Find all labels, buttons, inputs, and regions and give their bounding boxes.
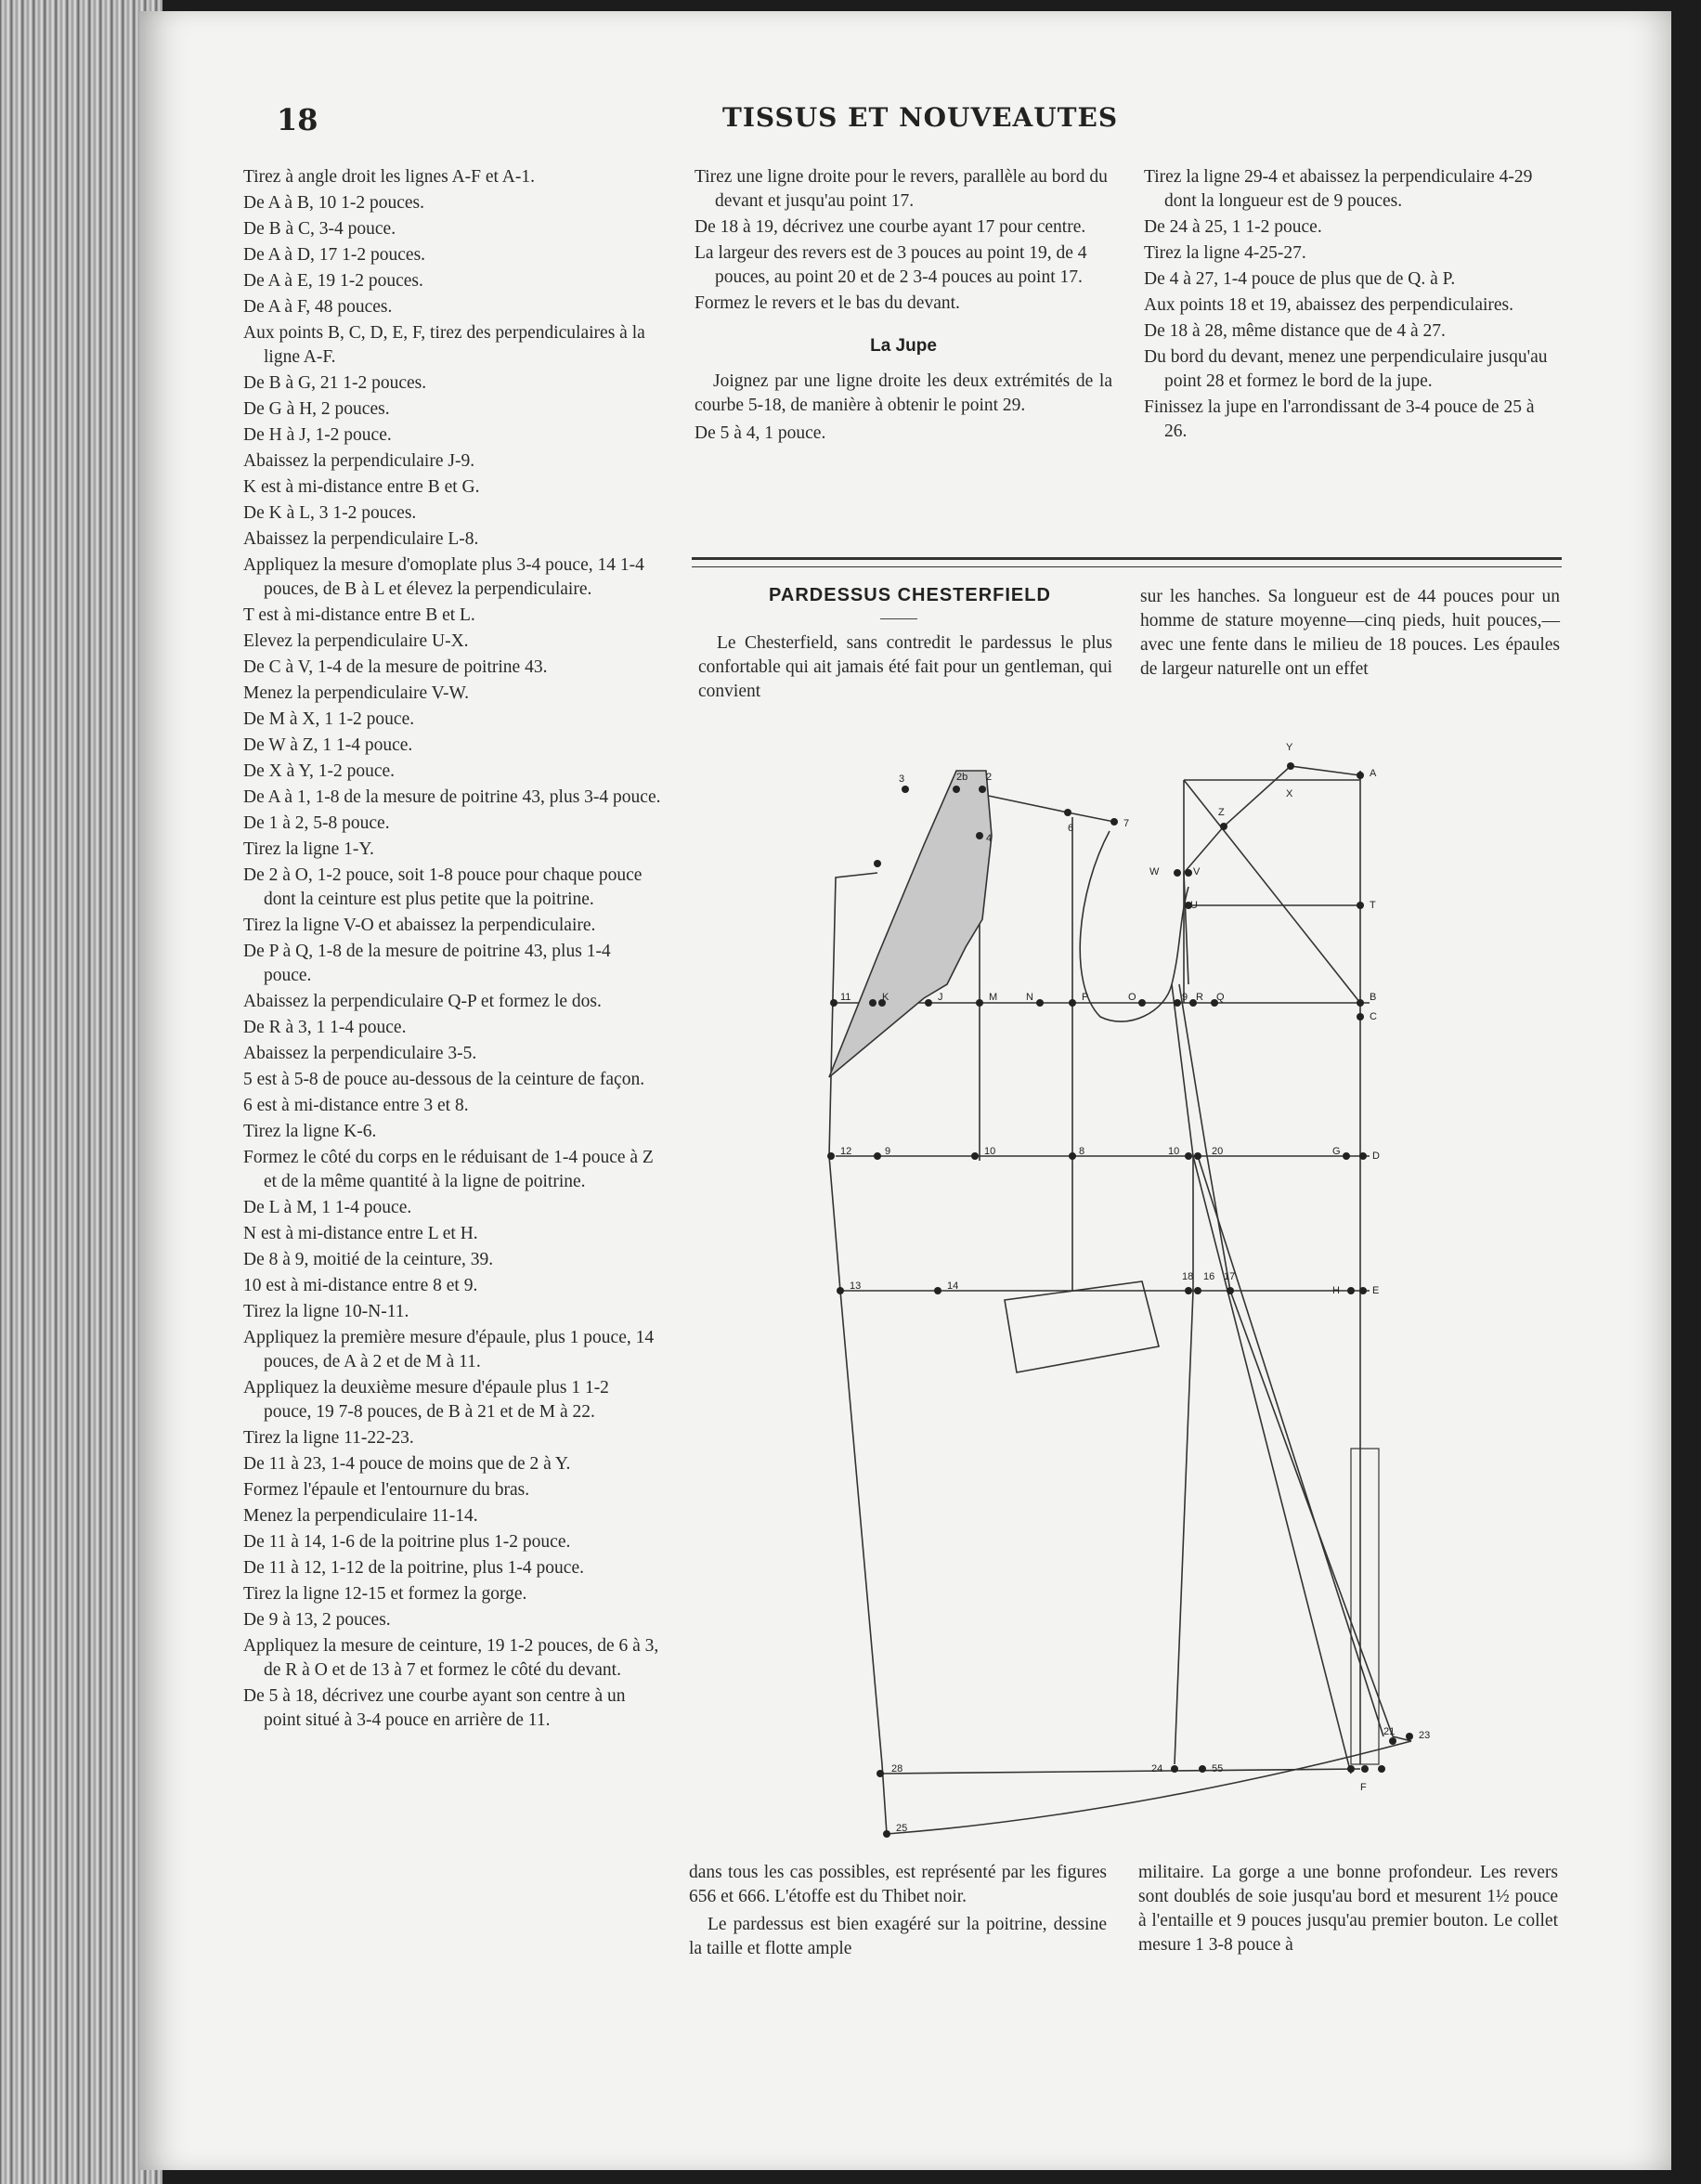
instruction-line: Tirez la ligne 29-4 et abaissez la perpendiculaire 4-29 dont la longueur est de 9 pouces. [1144,167,1533,211]
side-seam [1172,984,1193,1764]
instruction-line: De 18 à 19, décrivez une courbe ayant 17 pour centre. [695,217,1086,237]
instruction-line: Tirez la ligne 12-15 et formez la gorge. [243,1584,527,1604]
running-header: TISSUS ET NOUVEAUTES [722,102,1119,133]
instruction-line: Tirez la ligne 10-N-11. [243,1302,409,1321]
jupe-paragraph: Joignez par une ligne droite les deux extrémités de la courbe 5-18, de manière à obtenir le point 29. [695,371,1112,415]
svg-text:N: N [1026,992,1033,1003]
svg-text:K: K [882,992,889,1003]
instruction-line: De 8 à 9, moitié de la ceinture, 39. [243,1250,494,1269]
instruction-line: De L à M, 1 1-4 pouce. [243,1198,412,1217]
instruction-line: Tirez la ligne V-O et abaissez la perpendiculaire. [243,916,596,935]
instruction-line: Aux points B, C, D, E, F, tirez des perpendiculaires à la ligne A-F. [243,323,645,367]
instruction-line: De P à Q, 1-8 de la mesure de poitrine 43, plus 1-4 pouce. [243,942,611,985]
instruction-line: Tirez la ligne 1-Y. [243,839,374,859]
svg-text:18: 18 [1182,1271,1194,1282]
instruction-line: De 5 à 18, décrivez une courbe ayant son centre à un point situé à 3-4 pouce en arrière de 11. [243,1686,626,1730]
lapel-shading [829,771,992,1077]
instruction-line: De 18 à 28, même distance que de 4 à 27. [1144,321,1446,341]
instruction-line: De C à V, 1-4 de la mesure de poitrine 43. [243,657,548,677]
svg-text:X: X [1286,788,1293,800]
svg-text:21: 21 [1383,1726,1396,1737]
svg-text:E: E [1372,1285,1380,1296]
instruction-line: Abaissez la perpendiculaire Q-P et formez le dos. [243,992,602,1011]
svg-text:28: 28 [891,1763,903,1774]
svg-text:Q: Q [1216,992,1225,1003]
instruction-line: Tirez une ligne droite pour le revers, parallèle au bord du devant et jusqu'au point 17. [695,167,1108,211]
instruction-line: De B à C, 3-4 pouce. [243,219,396,239]
instruction-line: Aux points 18 et 19, abaissez des perpendiculaires. [1144,295,1514,315]
body-paragraph: dans tous les cas possibles, est représenté par les figures 656 et 666. L'étoffe est du Thibet noir. [689,1863,1107,1906]
instruction-line: De 9 à 13, 2 pouces. [243,1610,391,1630]
svg-text:3: 3 [899,774,905,785]
svg-text:8: 8 [1079,1146,1085,1157]
svg-text:16: 16 [1203,1271,1215,1282]
bottom-column-left [689,1861,1107,1965]
section-heading: PARDESSUS CHESTERFIELD [769,585,1051,605]
instruction-line: De 4 à 27, 1-4 pouce de plus que de Q. à P. [1144,269,1456,289]
svg-text:17: 17 [1224,1271,1236,1282]
svg-text:11: 11 [840,992,851,1003]
diagonal-line [1184,780,1360,1003]
instruction-line: De H à J, 1-2 pouce. [243,425,392,445]
instruction-line: Tirez la ligne 11-22-23. [243,1428,414,1448]
svg-text:P: P [1082,992,1089,1003]
instruction-line: De A à 1, 1-8 de la mesure de poitrine 43, plus 3-4 pouce. [243,787,661,807]
instruction-line: Formez l'épaule et l'entournure du bras. [243,1480,530,1500]
body-paragraph: sur les hanches. Sa longueur est de 44 pouces pour un homme de stature moyenne—cinq pieds, huit pouces,—avec une fente dans le milieu de 18 pouces. Les épaules de largeur naturelle ont un effet [1140,587,1560,679]
svg-text:U: U [1190,900,1198,911]
instruction-line: Menez la perpendiculaire 11-14. [243,1506,478,1526]
bottom-column-right [1138,1861,1558,1961]
instruction-line: De A à F, 48 pouces. [243,297,393,317]
vent-rect [1351,1449,1379,1764]
back-neck [1291,766,1360,775]
instruction-line: De 11 à 12, 1-12 de la poitrine, plus 1-4 pouce. [243,1558,584,1578]
instruction-line: Du bord du devant, menez une perpendiculaire jusqu'au point 28 et formez le bord de la jupe. [1144,347,1548,391]
svg-text:12: 12 [840,1146,852,1157]
svg-text:55: 55 [1212,1763,1224,1774]
instruction-line: De 11 à 14, 1-6 de la poitrine plus 1-2 pouce. [243,1532,571,1552]
svg-text:23: 23 [1419,1730,1431,1741]
svg-text:M: M [989,992,998,1003]
svg-text:2b: 2b [956,772,968,783]
instruction-line: De 11 à 23, 1-4 pouce de moins que de 2 à Y. [243,1454,571,1474]
svg-text:R: R [1196,992,1203,1003]
body-paragraph: militaire. La gorge a une bonne profondeur. Les revers sont doublés de soie jusqu'au bord et mesurent 1½ pouce à l'entaille et 9 pouces jusqu'au premier bouton. Le collet mesure 1 3-8 pouce à [1138,1863,1558,1955]
instruction-line: Abaissez la perpendiculaire L-8. [243,529,479,549]
skirt-line-2 [1193,1156,1351,1774]
instruction-line: Tirez à angle droit les lignes A-F et A-1. [243,167,535,187]
skirt-line [1198,1156,1383,1736]
instruction-line: De 1 à 2, 5-8 pouce. [243,813,390,833]
instruction-line: Abaissez la perpendiculaire J-9. [243,451,475,471]
svg-text:10: 10 [1168,1146,1180,1157]
instruction-line: K est à mi-distance entre B et G. [243,477,480,497]
instruction-line: 6 est à mi-distance entre 3 et 8. [243,1096,469,1115]
svg-text:25: 25 [896,1823,908,1834]
instruction-line: Appliquez la mesure de ceinture, 19 1-2 pouces, de 6 à 3, de R à O et de 13 à 7 et formez le côté du devant. [243,1636,659,1680]
instruction-line: De 2 à O, 1-2 pouce, soit 1-8 pouce pour chaque pouce dont la ceinture est plus petite que la poitrine. [243,865,643,909]
instruction-line: De A à B, 10 1-2 pouces. [243,193,424,213]
instruction-line: De A à E, 19 1-2 pouces. [243,271,423,291]
instruction-line: De 24 à 25, 1 1-2 pouce. [1144,217,1322,237]
svg-text:7: 7 [1123,818,1130,829]
instruction-line: 5 est à 5-8 de pouce au-dessous de la ceinture de façon. [243,1070,645,1089]
body-paragraph: Le Chesterfield, sans contredit le pardessus le plus confortable qui ait jamais été fait pour un gentleman, qui convient [698,633,1112,701]
instruction-line: De M à X, 1 1-2 pouce. [243,709,415,729]
svg-text:4: 4 [986,833,993,844]
svg-text:2: 2 [986,772,993,783]
svg-text:10: 10 [984,1146,996,1157]
instruction-line: Tirez la ligne K-6. [243,1122,377,1141]
svg-text:9: 9 [1182,992,1188,1003]
instruction-line: De A à D, 17 1-2 pouces. [243,245,426,265]
instruction-line: De W à Z, 1 1-4 pouce. [243,735,413,755]
instruction-line: 10 est à mi-distance entre 8 et 9. [243,1276,478,1295]
svg-text:T: T [1370,900,1376,911]
instruction-line: Tirez la ligne 4-25-27. [1144,243,1306,263]
hem-curve [887,1741,1411,1834]
svg-text:20: 20 [1212,1146,1224,1157]
svg-text:24: 24 [1151,1763,1163,1774]
instruction-line: N est à mi-distance entre L et H. [243,1224,478,1243]
svg-text:Y: Y [1286,742,1293,753]
instruction-line: De G à H, 2 pouces. [243,399,390,419]
svg-text:H: H [1332,1285,1340,1296]
jupe-paragraph: De 5 à 4, 1 pouce. [695,423,826,443]
shoulder-line [980,794,1114,822]
body-paragraph: Le pardessus est bien exagéré sur la poitrine, dessine la taille et flotte ample [689,1915,1107,1958]
svg-text:B: B [1370,992,1377,1003]
instruction-line: De B à G, 21 1-2 pouces. [243,373,427,393]
svg-text:J: J [938,992,943,1003]
instruction-line: Appliquez la mesure d'omoplate plus 3-4 pouce, 14 1-4 pouces, de B à L et élevez la perpendiculaire. [243,555,644,599]
instruction-line: Elevez la perpendiculaire U-X. [243,631,469,651]
instruction-line: Formez le côté du corps en le réduisant de 1-4 pouce à Z et de la même quantité à la ligne de poitrine. [243,1148,654,1191]
instruction-line: De X à Y, 1-2 pouce. [243,761,395,781]
svg-text:V: V [1193,866,1201,878]
instruction-line: De K à L, 3 1-2 pouces. [243,503,417,523]
instruction-line: T est à mi-distance entre B et L. [243,605,475,625]
pocket-flap [1005,1281,1159,1372]
svg-text:9: 9 [885,1146,891,1157]
instruction-line: Finissez la jupe en l'arrondissant de 3-4 pouce de 25 à 26. [1144,397,1535,441]
svg-text:G: G [1332,1146,1341,1157]
svg-text:D: D [1372,1150,1380,1162]
svg-text:Z: Z [1218,807,1225,818]
svg-text:O: O [1128,992,1136,1003]
jupe-heading: La Jupe [870,336,937,356]
instruction-line: Appliquez la deuxième mesure d'épaule plus 1 1-2 pouce, 19 7-8 pouces, de B à 21 et de M à 22. [243,1378,609,1422]
svg-text:W: W [1149,866,1160,878]
svg-text:F: F [1360,1782,1367,1793]
instruction-line: Formez le revers et le bas du devant. [695,293,960,313]
instruction-line: Abaissez la perpendiculaire 3-5. [243,1044,477,1063]
instruction-line: La largeur des revers est de 3 pouces au point 19, de 4 pouces, au point 20 et de 2 3-4 pouces au point 17. [695,243,1087,287]
instruction-line: De R à 3, 1 1-4 pouce. [243,1018,407,1037]
back-seam [1179,984,1411,1741]
page-number: 18 [277,102,318,137]
instruction-line: Menez la perpendiculaire V-W. [243,683,469,703]
svg-text:6: 6 [1068,823,1074,834]
svg-text:A: A [1370,768,1377,779]
svg-text:13: 13 [850,1280,862,1292]
svg-text:C: C [1370,1011,1377,1022]
svg-text:14: 14 [947,1280,959,1292]
instruction-line: Appliquez la première mesure d'épaule, plus 1 pouce, 14 pouces, de A à 2 et de M à 11. [243,1328,655,1372]
